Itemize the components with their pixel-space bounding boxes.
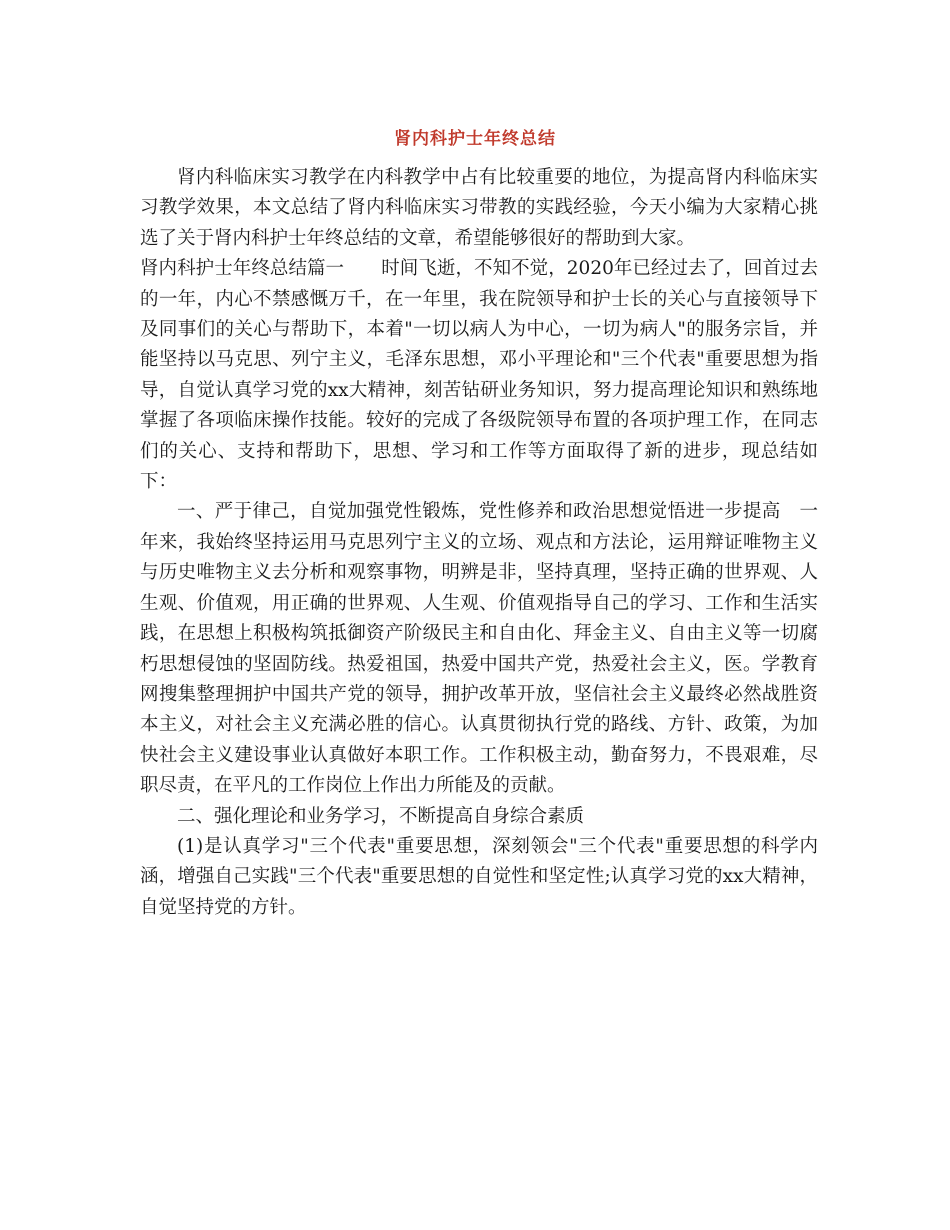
paragraph-intro: 肾内科临床实习教学在内科教学中占有比较重要的地位，为提高肾内科临床实习教学效果，本文总结了肾内科临床实习带教的实践经验，今天小编为大家精心挑选了关于肾内科护士年终总结的文章，希望能够很好的帮助到大家。 — [140, 167, 818, 249]
paragraph-point-two-item-one: (1)是认真学习"三个代表"重要思想，深刻领会"三个代表"重要思想的科学内涵，增强自己实践"三个代表"重要思想的自觉性和坚定性;认真学习党的xx大精神，自觉坚持党的方针。 — [140, 835, 818, 918]
paragraph-section-one-opening: 肾内科护士年终总结篇一 时间飞逝，不知不觉，2020年已经过去了，回首过去的一年，内心不禁感慨万千，在一年里，我在院领导和护士长的关心与直接领导下及同事们的关心与帮助下，本着"一切以病人为中心，一切为病人"的服务宗旨，并能坚持以马克思、列宁主义，毛泽东思想，邓小平理论和"三个代表"重要思想为指导，自觉认真学习党的xx大精神，刻苦钻研业务知识，努力提高理论知识和熟练地掌握了各项临床操作技能。较好的完成了各级院领导布置的各项护理工作，在同志们的关心、支持和帮助下，思想、学习和工作等方面取得了新的进步，现总结如下： — [140, 258, 818, 493]
document-body — [140, 163, 818, 923]
paragraph-point-two-heading: 二、强化理论和业务学习，不断提高自身综合素质 — [177, 805, 585, 827]
document-title: 肾内科护士年终总结 — [394, 129, 556, 149]
paragraph-point-one: 一、严于律己，自觉加强党性锻炼，党性修养和政治思想觉悟进一步提高 一年来，我始终坚持运用马克思列宁主义的立场、观点和方法论，运用辩证唯物主义与历史唯物主义去分析和观察事物，明辨是非，坚持真理，坚持正确的世界观、人生观、价值观，用正确的世界观、人生观、价值观指导自己的学习、工作和生活实践，在思想上积极构筑抵御资产阶级民主和自由化、拜金主义、自由主义等一切腐朽思想侵蚀的坚固防线。热爱祖国，热爱中国共产党，热爱社会主义，医。学教育网搜集整理拥护中国共产党的领导，拥护改革开放，坚信社会主义最终必然战胜资本主义，对社会主义充满必胜的信心。认真贯彻执行党的路线、方针、政策，为加快社会主义建设事业认真做好本职工作。工作积极主动，勤奋努力，不畏艰难，尽职尽责，在平凡的工作岗位上作出力所能及的贡献。 — [140, 501, 818, 797]
